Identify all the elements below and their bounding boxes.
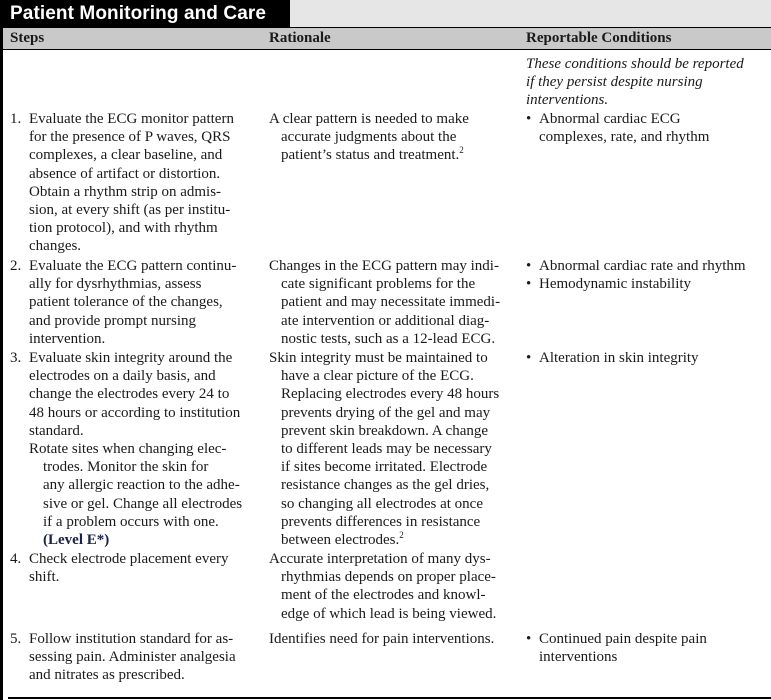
step-line: changes. (29, 238, 82, 255)
rationale-line: ate intervention or additional diag- (281, 312, 490, 329)
step-line: shift. (29, 569, 60, 586)
table-row-3-step (10, 349, 250, 549)
rationale-line: cate significant problems for the (281, 276, 476, 293)
step-line: absence of artifact or distortion. (29, 165, 221, 182)
bullet-icon: • (526, 350, 532, 366)
rationale-line: prevents differences in resistance (281, 513, 481, 530)
list-item (526, 110, 766, 146)
table-row-2-reportable (526, 257, 766, 293)
evidence-level: (Level E*) (43, 532, 110, 549)
note-line: interventions. (526, 92, 609, 109)
step-number: 4. (10, 551, 22, 567)
step-line: tion protocol), and with rhythm (29, 220, 218, 237)
column-header-rationale: Rationale (269, 30, 331, 46)
step-line: 48 hours or according to institution (29, 404, 241, 421)
table-row-1-reportable (526, 110, 766, 146)
rationale-line: nostic tests, such as a 12-lead ECG. (281, 330, 496, 347)
step-line: Check electrode placement every (29, 551, 229, 567)
reportable-line: Continued pain despite pain (539, 631, 707, 647)
step-line: Evaluate skin integrity around the (29, 350, 233, 366)
rationale-line: edge of which lead is being viewed. (281, 605, 497, 622)
rationale-line: Changes in the ECG pattern may indi- (269, 258, 499, 274)
reportable-line: Abnormal cardiac rate and rhythm (539, 258, 746, 274)
bullet-icon: • (526, 276, 532, 293)
list-item (526, 349, 766, 367)
rationale-line: patient and may necessitate immedi- (281, 294, 501, 311)
left-border (0, 0, 3, 700)
rationale-line: prevent skin breakdown. A change (281, 422, 489, 439)
step-number: 5. (10, 631, 22, 647)
bullet-icon: • (526, 631, 532, 647)
rationale-line: resistance changes as the gel dries, (281, 477, 490, 494)
rationale-line: Skin integrity must be maintained to (269, 350, 488, 366)
rationale-line: to different leads may be necessary (281, 441, 492, 458)
step-line: standard. (29, 422, 84, 439)
step-line: sion, at every shift (as per institu- (29, 202, 231, 219)
rationale-line: A clear pattern is needed to make (269, 111, 469, 127)
table-row-4-step (10, 550, 250, 586)
table-row-2-rationale (269, 257, 514, 348)
reportable-line: Hemodynamic instability (539, 276, 692, 293)
reportable-line: Abnormal cardiac ECG (539, 111, 681, 127)
column-header-steps: Steps (10, 30, 45, 46)
rationale-line: between electrodes. (281, 532, 400, 549)
step-line: patient tolerance of the changes, (29, 294, 223, 311)
rationale-line: ment of the electrodes and knowl- (281, 587, 486, 604)
rationale-line: accurate judgments about the (281, 129, 457, 146)
step-line: intervention. (29, 330, 106, 347)
bullet-icon: • (526, 258, 532, 274)
rationale-line: so changing all electrodes at once (281, 495, 484, 512)
reportable-note (526, 55, 766, 110)
reference-number: 2 (399, 530, 404, 541)
rationale-line: rhythmias depends on proper place- (281, 569, 496, 586)
step-line: Evaluate the ECG pattern continu- (29, 258, 237, 274)
reportable-line: interventions (539, 649, 618, 666)
table-row-1-step (10, 110, 250, 256)
bullet-icon: • (526, 111, 532, 127)
table-row-2-step (10, 257, 250, 348)
step-number: 1. (10, 111, 22, 127)
table-header (3, 27, 771, 50)
step-line: sessing pain. Administer analgesia (29, 649, 236, 666)
note-line: if they persist despite nursing (526, 74, 703, 91)
reference-number: 2 (459, 145, 464, 156)
rationale-line: Replacing electrodes every 48 hours (281, 386, 500, 403)
rationale-line: Identifies need for pain interventions. (269, 631, 495, 647)
note-line: These conditions should be reported (526, 56, 744, 72)
rationale-line: patient’s status and treatment. (281, 147, 460, 164)
step-line: and provide prompt nursing (29, 312, 197, 329)
table-row-5-rationale (269, 630, 514, 648)
step-number: 2. (10, 258, 22, 274)
rationale-line: Accurate interpretation of many dys- (269, 551, 491, 567)
step-line: if a problem occurs with one. (43, 513, 219, 530)
list-item (526, 257, 766, 275)
table-row-5-step (10, 630, 250, 685)
step-line: change the electrodes every 24 to (29, 386, 230, 403)
step-line: Follow institution standard for as- (29, 631, 234, 647)
bottom-rule (8, 697, 771, 699)
step-line: trodes. Monitor the skin for (43, 459, 209, 476)
step-number: 3. (10, 350, 22, 366)
step-line: ally for dysrhythmias, assess (29, 276, 202, 293)
table-row-4-rationale (269, 550, 514, 623)
step-line: and nitrates as prescribed. (29, 667, 185, 684)
rationale-line: if sites become irritated. Electrode (281, 459, 488, 476)
step-line: any allergic reaction to the adhe- (43, 477, 240, 494)
table-row-5-reportable (526, 630, 766, 666)
table-row-3-rationale (269, 349, 514, 549)
reportable-line: complexes, rate, and rhythm (539, 129, 710, 146)
step-line: sive or gel. Change all electrodes (43, 495, 243, 512)
step-line: Obtain a rhythm strip on admis- (29, 183, 222, 200)
step-line: electrodes on a daily basis, and (29, 368, 216, 385)
page-title: Patient Monitoring and Care (0, 0, 290, 27)
list-item (526, 275, 766, 293)
step-line: Rotate sites when changing elec- (29, 441, 227, 458)
rationale-line: have a clear picture of the ECG. (281, 368, 474, 385)
reportable-line: Alteration in skin integrity (539, 350, 699, 366)
list-item (526, 630, 766, 666)
step-line: complexes, a clear baseline, and (29, 147, 223, 164)
table-row-3-reportable (526, 349, 766, 367)
step-line: for the presence of P waves, QRS (29, 129, 231, 146)
table-row-1-rationale (269, 110, 514, 165)
step-line: Evaluate the ECG monitor pattern (29, 111, 234, 127)
rationale-line: prevents drying of the gel and may (281, 404, 491, 421)
column-header-reportable: Reportable Conditions (526, 30, 672, 46)
